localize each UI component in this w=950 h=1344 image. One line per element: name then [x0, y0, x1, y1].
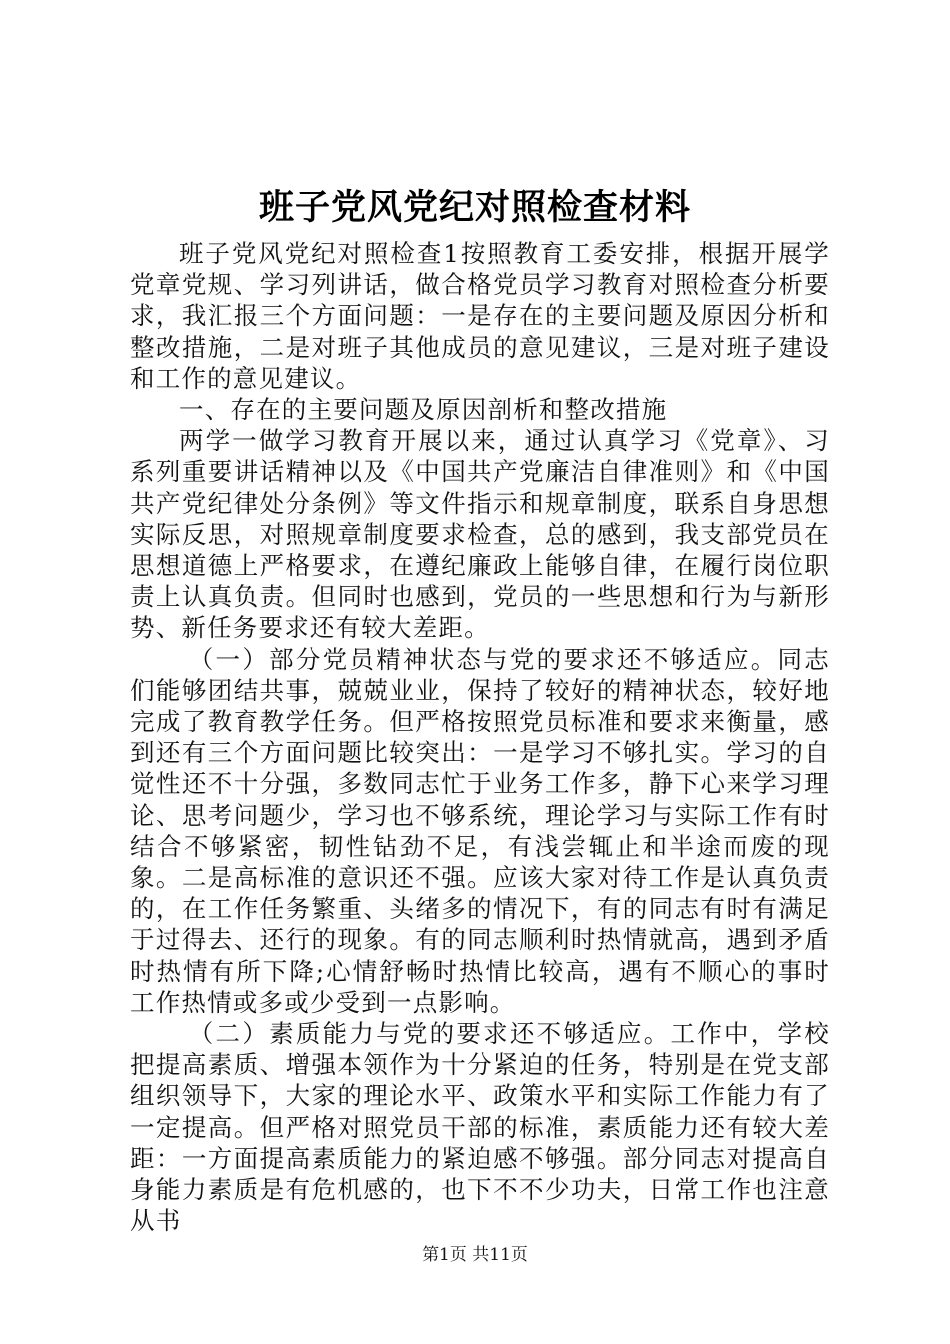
page-number-footer: 第1页 共11页	[422, 1245, 528, 1265]
section-heading: 一、存在的主要问题及原因剖析和整改措施	[179, 395, 668, 425]
intro-paragraph: 班子党风党纪对照检查1按照教育工委安排，根据开展学党章党规、学习列讲话，做合格党员学习教育对照检查分析要求，我汇报三个方面问题：一是存在的主要问题及原因分析和整改措施，二是对班子其他成员的意见建议，三是对班子建设和工作的意见建议。	[130, 239, 830, 393]
body-paragraph: 两学一做学习教育开展以来，通过认真学习《党章》、习系列重要讲话精神以及《中国共产党廉洁自律准则》和《中国共产党纪律处分条例》等文件指示和规章制度，联系自身思想实际反思，对照规章制度要求检查，总的感到，我支部党员在思想道德上严格要求，在遵纪廉政上能够自律，在履行岗位职责上认真负责。但同时也感到，党员的一些思想和行为与新形势、新任务要求还有较大差距。	[130, 426, 830, 643]
subsection-paragraph-1: （一）部分党员精神状态与党的要求还不够适应。同志们能够团结共事，兢兢业业，保持了较好的精神状态，较好地完成了教育教学任务。但严格按照党员标准和要求来衡量，感到还有三个方面问题比较突出：一是学习不够扎实。学习的自觉性还不十分强，多数同志忙于业务工作多，静下心来学习理论、思考问题少，学习也不够系统，理论学习与实际工作有时结合不够紧密，韧性钻劲不足，有浅尝辄止和半途而废的现象。二是高标准的意识还不强。应该大家对待工作是认真负责的，在工作任务繁重、头绪多的情况下，有的同志有时有满足于过得去、还行的现象。有的同志顺利时热情就高，遇到矛盾时热情有所下降;心情舒畅时热情比较高，遇有不顺心的事时工作热情或多或少受到一点影响。	[130, 644, 830, 1017]
subsection-paragraph-2: （二）素质能力与党的要求还不够适应。工作中，学校把提高素质、增强本领作为十分紧迫的任务，特别是在党支部组织领导下，大家的理论水平、政策水平和实际工作能力有了一定提高。但严格对照党员干部的标准，素质能力还有较大差距：一方面提高素质能力的紧迫感不够强。部分同志对提高自身能力素质是有危机感的，也下不不少功夫，日常工作也注意从书	[130, 1019, 830, 1236]
document-body	[130, 238, 830, 1237]
document-title: 班子党风党纪对照检查材料	[258, 187, 691, 228]
